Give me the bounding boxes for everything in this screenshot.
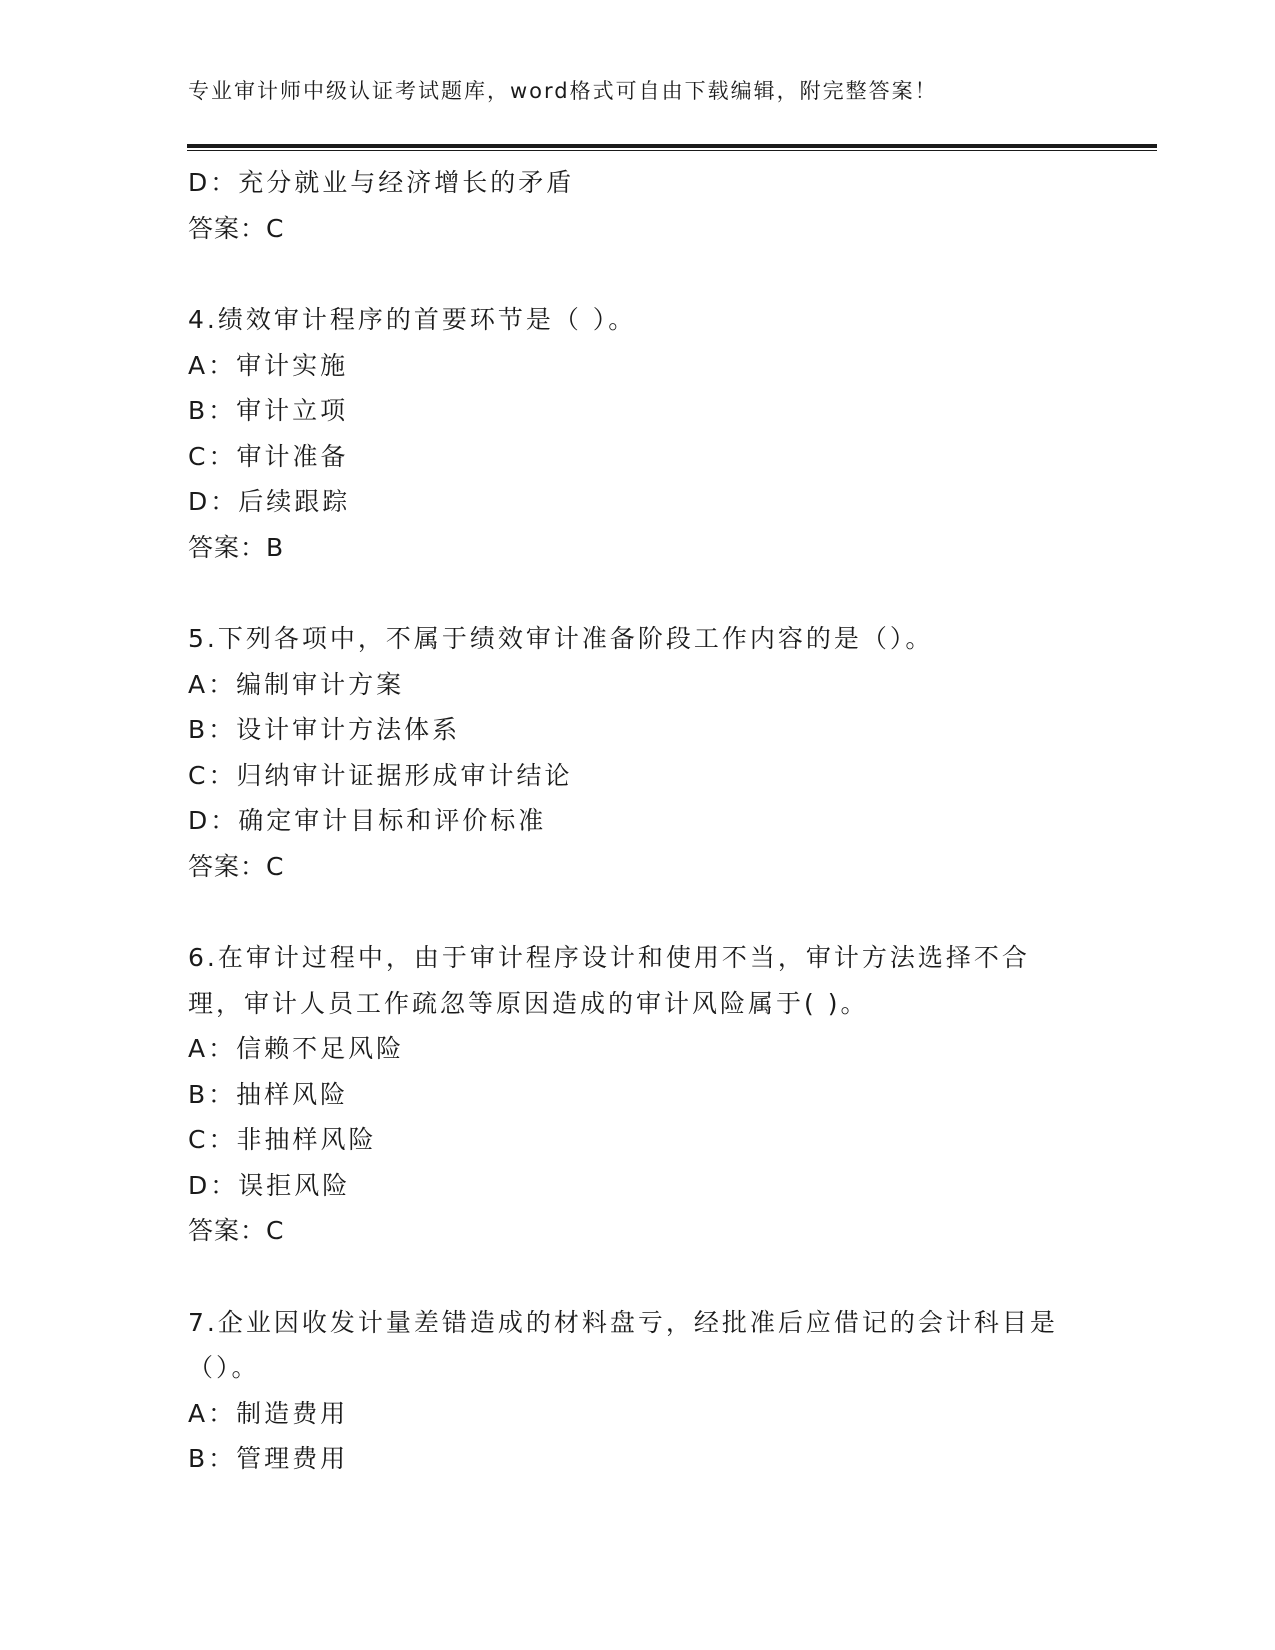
option-c: C：归纳审计证据形成审计结论 xyxy=(188,760,573,790)
option-c: C：非抽样风险 xyxy=(188,1125,377,1154)
question-block xyxy=(188,616,1088,889)
option-d: D：充分就业与经济增长的矛盾 xyxy=(188,168,575,197)
option-b: B：设计审计方法体系 xyxy=(188,715,461,744)
question-block xyxy=(188,297,1088,570)
question-stem: 4.绩效审计程序的首要环节是（ ）。 xyxy=(188,305,637,334)
option-b: B：审计立项 xyxy=(188,396,349,425)
option-d: D：确定审计目标和评价标准 xyxy=(188,806,547,835)
option-a: A：信赖不足风险 xyxy=(188,1034,405,1063)
answer-line: 答案：C xyxy=(188,851,285,881)
answer-line: 答案：C xyxy=(188,1216,285,1245)
option-b: B：管理费用 xyxy=(188,1444,349,1473)
question-stem: 5.下列各项中，不属于绩效审计准备阶段工作内容的是（）。 xyxy=(188,624,934,653)
question-stem: 7.企业因收发计量差错造成的材料盘亏，经批准后应借记的会计科目是（）。 xyxy=(188,1307,1058,1382)
option-c: C：审计准备 xyxy=(188,441,349,471)
question-block xyxy=(188,1300,1088,1482)
question-block xyxy=(188,935,1088,1254)
question-list xyxy=(188,160,1088,1482)
option-a: A：审计实施 xyxy=(188,350,349,380)
answer-line: 答案：C xyxy=(188,213,285,243)
question-stem: 6.在审计过程中，由于审计程序设计和使用不当，审计方法选择不合理，审计人员工作疏忽等原因造成的审计风险属于( )。 xyxy=(188,943,1030,1018)
option-b: B：抽样风险 xyxy=(188,1079,349,1109)
option-d: D：误拒风险 xyxy=(188,1170,351,1200)
page-header: 专业审计师中级认证考试题库，word格式可自由下载编辑，附完整答案！ xyxy=(188,79,938,103)
question-block xyxy=(188,160,1088,251)
option-d: D：后续跟踪 xyxy=(188,487,351,516)
header-divider xyxy=(187,144,1157,148)
header-divider-thin xyxy=(187,150,1157,151)
answer-line: 答案：B xyxy=(188,532,285,562)
option-a: A：编制审计方案 xyxy=(188,669,405,699)
option-a: A：制造费用 xyxy=(188,1398,349,1428)
